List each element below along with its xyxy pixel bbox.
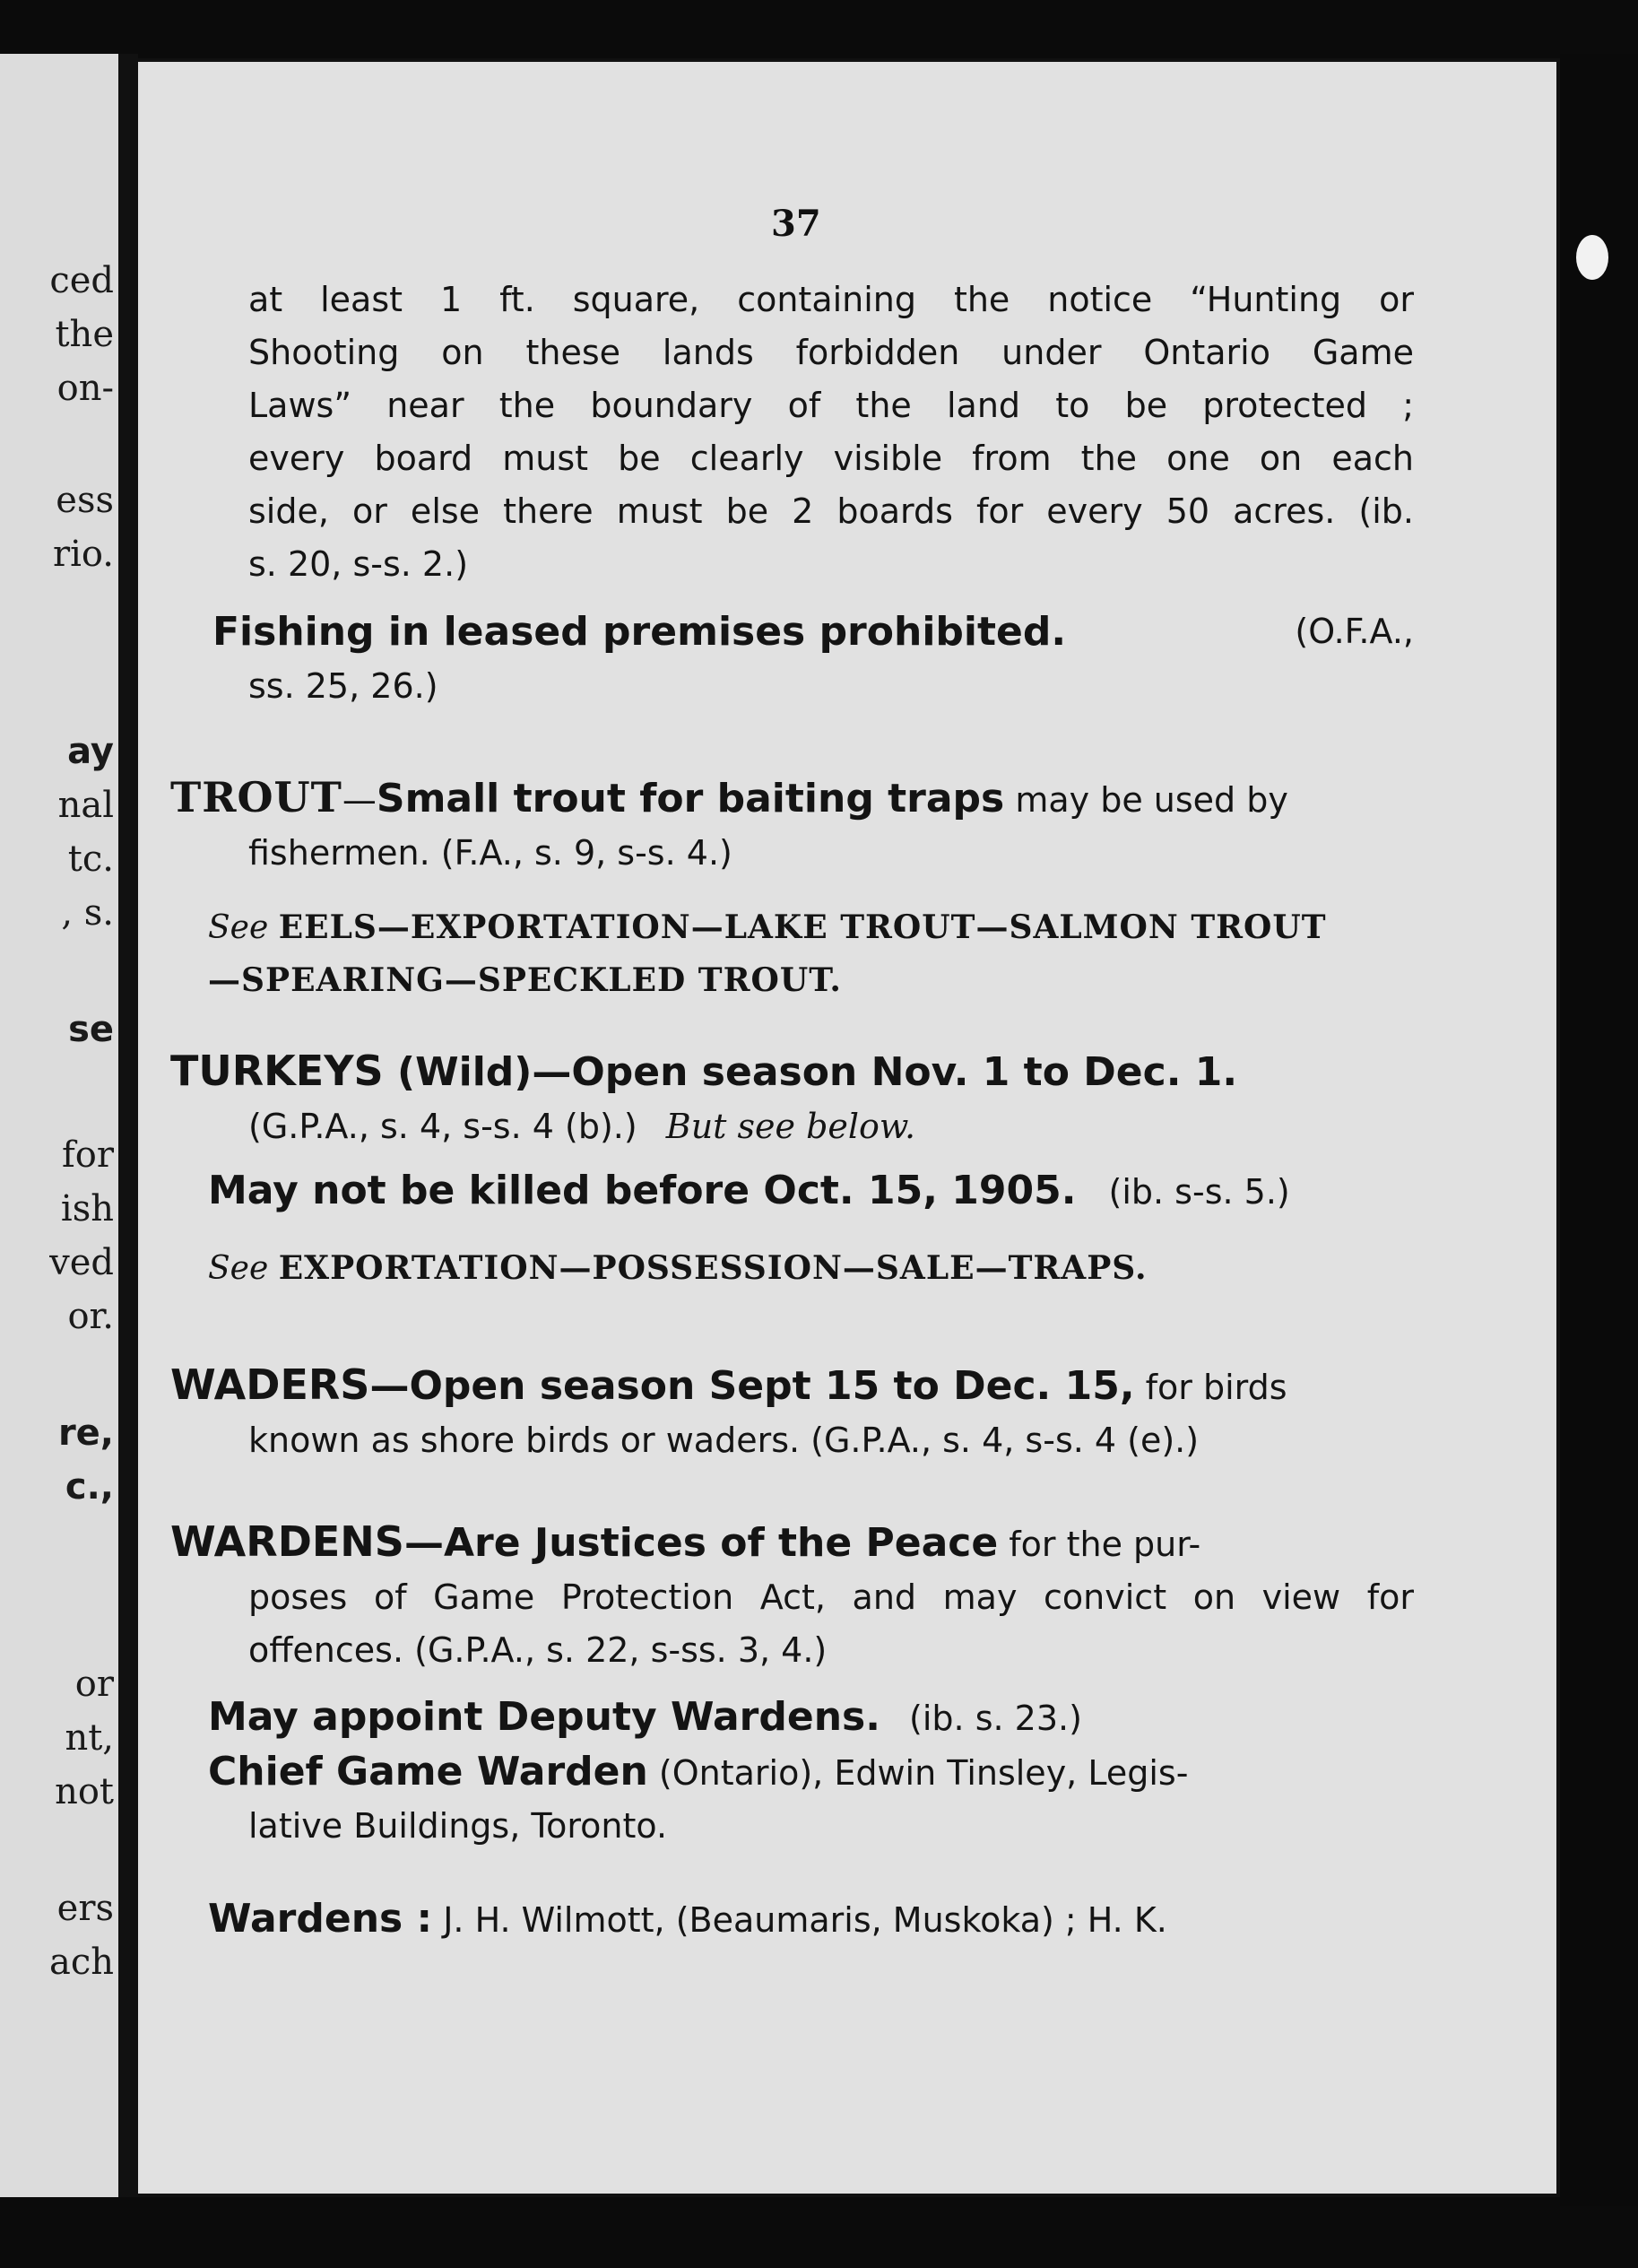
wardens-entry — [170, 1516, 1414, 1677]
trout-dash: — — [342, 780, 377, 820]
left-fragment: the — [55, 314, 114, 355]
trout-bold-text: Small trout for baiting traps — [376, 776, 1005, 821]
page-punch-hole — [1576, 235, 1608, 280]
see-line — [208, 1242, 1414, 1295]
see-line — [208, 901, 1414, 954]
wardens-title: WARDENS — [170, 1517, 404, 1566]
cross-reference: —SPEARING—SPECKLED TROUT. — [208, 961, 842, 999]
fishing-reference-continued: ss. 25, 26.) — [248, 666, 438, 706]
cross-reference: EELS—EXPORTATION—LAKE TROUT—SALMON TROUT — [278, 908, 1327, 946]
see-word: See — [208, 909, 269, 946]
turkeys-season: (Wild)—Open season Nov. 1 to Dec. 1. — [383, 1049, 1238, 1095]
left-fragment: not — [55, 1771, 114, 1812]
wardens-list — [208, 1892, 1414, 1947]
deputy-line — [208, 1690, 1414, 1745]
text-line: poses of Game Protection Act, and may convict on view for — [248, 1577, 1414, 1617]
wardens-list-line — [208, 1892, 1414, 1947]
waders-text: for birds — [1134, 1368, 1287, 1407]
left-fragment: ess — [56, 480, 114, 521]
deputy-reference: (ib. s. 23.) — [909, 1699, 1082, 1738]
turkeys-see-also — [208, 1242, 1414, 1295]
page-edge-shadow — [1560, 54, 1638, 2206]
text-line: every board must be clearly visible from the one on each — [248, 439, 1414, 478]
left-fragment: ers — [56, 1888, 114, 1929]
waders-title: WADERS — [170, 1360, 370, 1409]
trout-see-also — [208, 901, 1414, 1007]
deputy-text: May appoint Deputy Wardens. — [208, 1694, 880, 1740]
turkeys-restriction-ref: (ib. s-s. 5.) — [1108, 1172, 1290, 1212]
trout-line — [170, 771, 1414, 827]
left-fragment: ced — [49, 260, 114, 301]
wardens-line — [170, 1516, 1414, 1571]
chief-address: lative Buildings, Toronto. — [248, 1806, 668, 1846]
waders-line — [170, 1359, 1414, 1414]
trout-reference: fishermen. (F.A., s. 9, s-s. 4.) — [248, 833, 732, 873]
turkeys-reference-line — [170, 1100, 1414, 1153]
left-fragment: c., — [65, 1466, 114, 1508]
chief-text: (Ontario), Edwin Tinsley, Legis- — [647, 1753, 1189, 1793]
chief-line — [208, 1745, 1414, 1800]
fishing-entry — [212, 605, 1414, 713]
turkeys-reference: (G.P.A., s. 4, s-s. 4 (b).) — [248, 1107, 637, 1146]
left-fragment: rio. — [52, 534, 114, 575]
left-fragment: nal — [57, 785, 114, 826]
fishing-line — [212, 605, 1414, 660]
left-fragment: ish — [60, 1188, 114, 1230]
chief-title: Chief Game Warden — [208, 1749, 648, 1794]
wardens-deputy — [208, 1690, 1414, 1853]
turkeys-line — [170, 1045, 1414, 1100]
text-line: Shooting on these lands forbidden under Ontario Game — [248, 333, 1414, 372]
waders-reference: known as shore birds or waders. (G.P.A., s. 4, s-s. 4 (e).) — [248, 1421, 1200, 1460]
text-line: at least 1 ft. square, containing the notice “Hunting or — [248, 280, 1414, 319]
left-fragment: ved — [49, 1242, 114, 1283]
turkeys-note: But see below. — [665, 1107, 916, 1146]
turkeys-restriction-text: May not be killed before Oct. 15, 1905. — [208, 1168, 1077, 1213]
turkeys-entry — [170, 1045, 1414, 1153]
left-fragment: on- — [56, 368, 114, 409]
wardens-text: for the pur- — [998, 1525, 1201, 1564]
waders-season: —Open season Sept 15 to Dec. 15, — [369, 1363, 1135, 1409]
left-fragment: re, — [57, 1412, 114, 1454]
left-fragment: for — [61, 1134, 114, 1176]
fishing-reference: (O.F.A., — [1295, 612, 1414, 651]
left-fragment: nt, — [65, 1717, 114, 1759]
wardens-reference: offences. (G.P.A., s. 22, s-ss. 3, 4.) — [248, 1630, 828, 1670]
wardens-list-names: J. H. Wilmott, (Beaumaris, Muskoka) ; H. K. — [432, 1900, 1167, 1940]
left-facing-page — [0, 54, 121, 2197]
turkeys-restriction — [208, 1164, 1414, 1219]
left-fragment: tc. — [67, 839, 114, 880]
left-fragment: , s. — [61, 892, 114, 934]
left-fragment: or. — [67, 1296, 114, 1337]
trout-title: TROUT — [170, 773, 342, 821]
text-line: side, or else there must be 2 boards for every 50 acres. (ib. — [248, 491, 1414, 531]
trout-text: may be used by — [1004, 780, 1288, 820]
left-fragment: or — [74, 1664, 114, 1705]
notice-board-paragraph — [248, 274, 1414, 591]
wardens-list-label: Wardens : — [208, 1896, 433, 1942]
trout-entry — [170, 771, 1414, 880]
cross-reference: EXPORTATION—POSSESSION—SALE—TRAPS. — [278, 1249, 1148, 1287]
left-fragment: ay — [67, 731, 114, 772]
turkeys-restriction-line — [208, 1164, 1414, 1219]
fishing-heading: Fishing in leased premises prohibited. — [212, 609, 1067, 655]
waders-entry — [170, 1359, 1414, 1467]
turkeys-title: TURKEYS — [170, 1047, 384, 1095]
wardens-bold-text: —Are Justices of the Peace — [403, 1520, 999, 1566]
page-number: 37 — [771, 203, 821, 245]
left-fragment: ach — [48, 1942, 114, 1983]
text-line: Laws” near the boundary of the land to be protected ; — [248, 386, 1414, 425]
text-line: s. 20, s-s. 2.) — [248, 544, 469, 584]
see-word: See — [208, 1250, 269, 1287]
left-fragment: se — [68, 1009, 114, 1050]
